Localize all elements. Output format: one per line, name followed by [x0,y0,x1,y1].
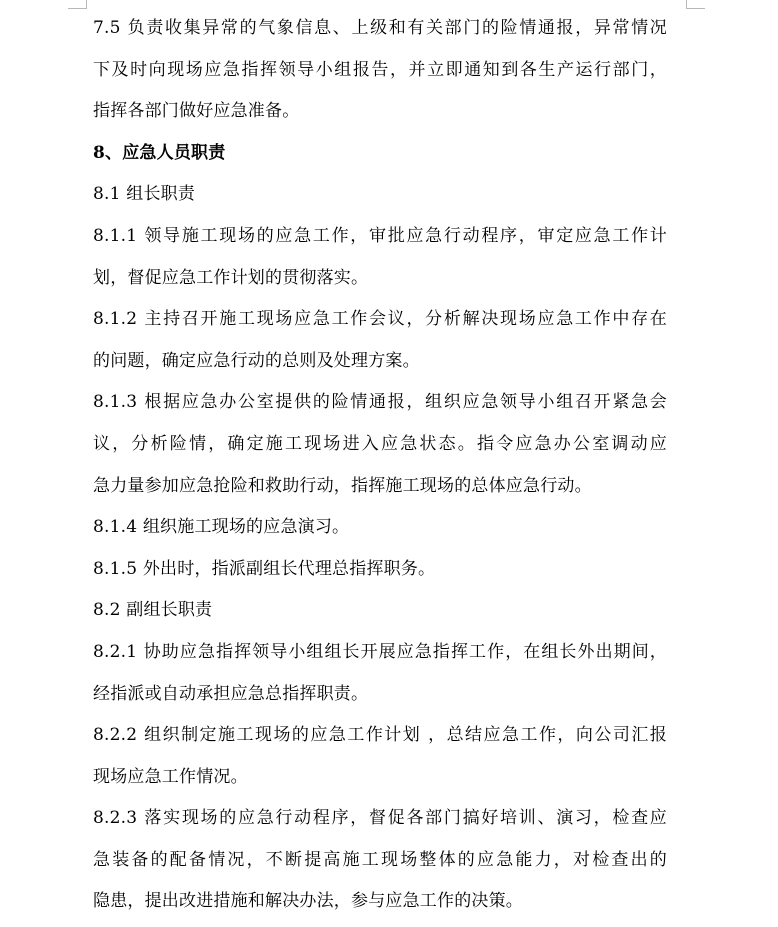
page-corner-mark-left [68,0,87,9]
section-heading: 8、应急人员职责 [93,142,226,163]
text-line: 经指派或自动承担应急总指挥职责。 [93,683,369,704]
text-line: 8.1.1 领导施工现场的应急工作，审批应急行动程序，审定应急工作计 [93,225,667,246]
text-line: 的问题，确定应急行动的总则及处理方案。 [93,350,420,371]
subsection-heading: 8.2 副组长职责 [93,600,213,621]
text-line: 急装备的配备情况，不断提高施工现场整体的应急能力，对检查出的 [93,849,667,870]
text-line: 议，分析险情，确定施工现场进入应急状态。指令应急办公室调动应 [93,433,667,454]
document-body [93,12,667,927]
text-line: 隐患，提出改进措施和解决办法，参与应急工作的决策。 [93,891,523,912]
text-line: 8.1.3 根据应急办公室提供的险情通报，组织应急领导小组召开紧急会 [93,392,667,413]
subsection-heading: 8.1 组长职责 [93,184,196,205]
text-line: 划，督促应急工作计划的贯彻落实。 [93,267,369,288]
text-line: 8.2.2 组织制定施工现场的应急工作计划 ，总结应急工作，向公司汇报 [93,725,667,746]
text-line: 8.1.4 组织施工现场的应急演习。 [93,517,350,538]
text-line: 7.5 负责收集异常的气象信息、上级和有关部门的险情通报，异常情况 [93,18,667,38]
text-line: 现场应急工作情况。 [93,766,248,787]
text-line: 8.1.2 主持召开施工现场应急工作会议，分析解决现场应急工作中存在 [93,309,667,330]
page-corner-mark-right [686,0,705,9]
text-line: 8.2.1 协助应急指挥领导小组组长开展应急指挥工作，在组长外出期间， [93,641,667,662]
text-line: 下及时向现场应急指挥领导小组报告，并立即通知到各生产运行部门， [93,59,667,80]
text-line: 指挥各部门做好应急准备。 [93,101,300,122]
text-line: 急力量参加应急抢险和救助行动，指挥施工现场的总体应急行动。 [93,475,592,496]
text-line: 8.2.3 落实现场的应急行动程序，督促各部门搞好培训、演习，检查应 [93,808,667,829]
text-line: 8.1.5 外出时，指派副组长代理总指挥职务。 [93,558,436,579]
